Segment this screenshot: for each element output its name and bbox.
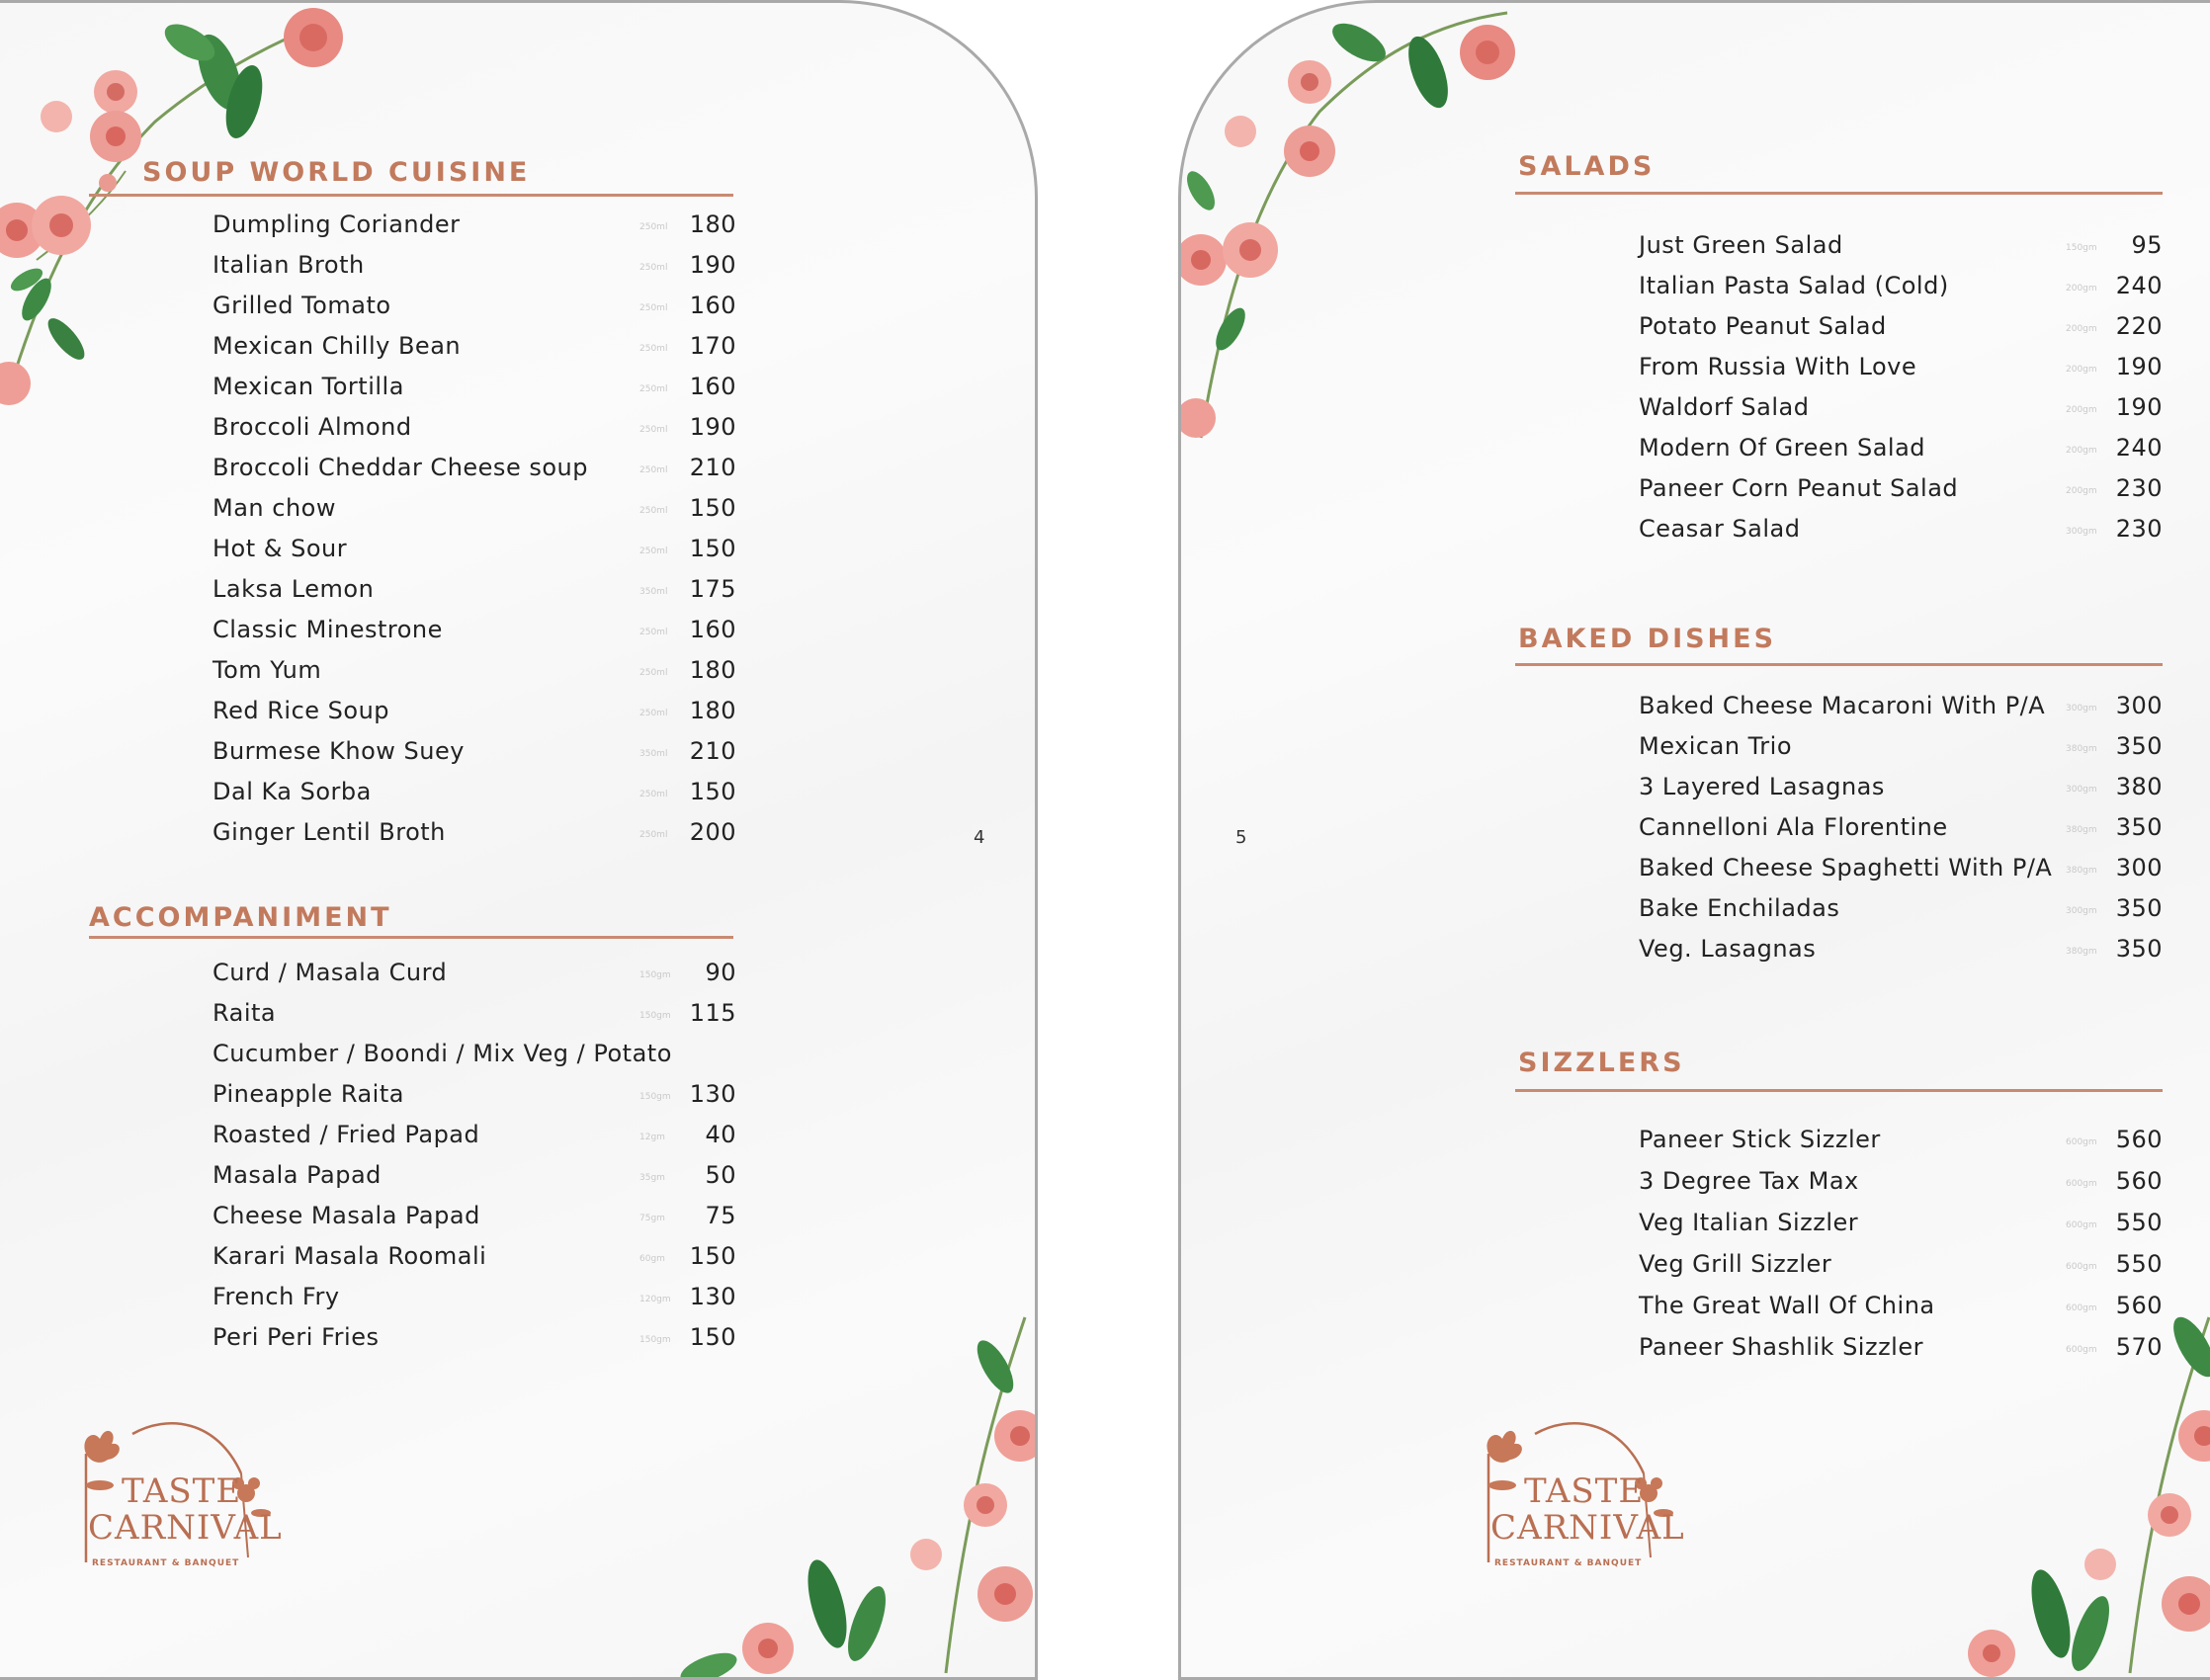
item-price: 350 xyxy=(2115,813,2163,841)
item-name: Baked Cheese Spaghetti With P/A xyxy=(1639,854,2053,882)
item-portion: 250ml xyxy=(639,830,668,840)
item-name: Waldorf Salad xyxy=(1639,393,1810,421)
item-portion: 350ml xyxy=(639,749,668,759)
brand-logo xyxy=(78,1414,283,1582)
item-price: 160 xyxy=(689,292,736,319)
item-name: French Fry xyxy=(212,1283,340,1310)
item-name: Baked Cheese Macaroni With P/A xyxy=(1639,692,2046,719)
item-portion: 250ml xyxy=(639,303,668,313)
menu-page-right xyxy=(1178,0,2210,1680)
item-name: Ceasar Salad xyxy=(1639,515,1801,543)
item-price: 190 xyxy=(2115,393,2163,421)
item-name: Hot & Sour xyxy=(212,535,348,562)
item-portion: 600gm xyxy=(2066,1262,2097,1272)
item-price: 95 xyxy=(2131,231,2163,259)
item-portion: 250ml xyxy=(639,709,668,718)
item-name: Cannelloni Ala Florentine xyxy=(1639,813,1948,841)
item-name: Cucumber / Boondi / Mix Veg / Potato xyxy=(212,1040,672,1067)
item-name: Burmese Khow Suey xyxy=(212,737,465,765)
item-name: Masala Papad xyxy=(212,1161,382,1189)
item-portion: 250ml xyxy=(639,668,668,678)
item-portion: 380gm xyxy=(2066,866,2097,876)
item-name: Mexican Chilly Bean xyxy=(212,332,462,360)
item-portion: 12gm xyxy=(639,1133,665,1142)
item-price: 560 xyxy=(2115,1167,2163,1195)
item-name: Broccoli Almond xyxy=(212,413,412,441)
logo-name-line1: TASTE xyxy=(122,1471,242,1511)
item-portion: 200gm xyxy=(2066,365,2097,375)
item-price: 50 xyxy=(705,1161,736,1189)
item-portion: 250ml xyxy=(639,465,668,475)
item-price: 220 xyxy=(2115,312,2163,340)
item-portion: 380gm xyxy=(2066,744,2097,754)
item-name: Veg Italian Sizzler xyxy=(1639,1209,1859,1236)
item-price: 560 xyxy=(2115,1126,2163,1153)
item-portion: 250ml xyxy=(639,344,668,354)
item-portion: 250ml xyxy=(639,506,668,516)
item-price: 40 xyxy=(705,1121,736,1148)
item-price: 115 xyxy=(689,999,736,1027)
item-portion: 250ml xyxy=(639,628,668,637)
item-portion: 35gm xyxy=(639,1173,665,1183)
item-portion: 250ml xyxy=(639,425,668,435)
item-name: 3 Layered Lasagnas xyxy=(1639,773,1885,800)
item-price: 150 xyxy=(689,778,736,805)
item-price: 240 xyxy=(2115,272,2163,299)
item-portion: 380gm xyxy=(2066,947,2097,957)
item-portion: 120gm xyxy=(639,1295,671,1304)
item-name: Dal Ka Sorba xyxy=(212,778,372,805)
floral-decoration-top-left-icon xyxy=(1181,3,1636,458)
item-price: 150 xyxy=(689,1242,736,1270)
item-name: Bake Enchiladas xyxy=(1639,894,1840,922)
item-price: 570 xyxy=(2115,1333,2163,1361)
item-name: Red Rice Soup xyxy=(212,697,390,724)
item-portion: 380gm xyxy=(2066,825,2097,835)
logo-tagline: RESTAURANT & BANQUET xyxy=(92,1558,240,1568)
menu-page-left xyxy=(0,0,1038,1680)
item-price: 240 xyxy=(2115,434,2163,462)
section-divider xyxy=(89,936,733,939)
item-portion: 600gm xyxy=(2066,1137,2097,1147)
item-name: Peri Peri Fries xyxy=(212,1323,380,1351)
item-name: Cheese Masala Papad xyxy=(212,1202,480,1229)
floral-decoration-bottom-right-icon xyxy=(1853,1307,2210,1680)
item-portion: 250ml xyxy=(639,790,668,799)
item-portion: 300gm xyxy=(2066,704,2097,714)
item-price: 75 xyxy=(705,1202,736,1229)
section-divider xyxy=(1515,663,2163,666)
item-name: Paneer Stick Sizzler xyxy=(1639,1126,1881,1153)
item-portion: 250ml xyxy=(639,222,668,232)
item-price: 170 xyxy=(689,332,736,360)
item-portion: 150gm xyxy=(639,970,671,980)
item-price: 130 xyxy=(689,1080,736,1108)
brand-logo xyxy=(1481,1414,1685,1582)
item-name: Curd / Masala Curd xyxy=(212,959,448,986)
item-portion: 150gm xyxy=(2066,243,2097,253)
item-price: 180 xyxy=(689,210,736,238)
logo-name-line2: CARNIVAL xyxy=(88,1508,283,1548)
item-price: 550 xyxy=(2115,1250,2163,1278)
page-number: 5 xyxy=(1235,827,1247,848)
logo-name-line2: CARNIVAL xyxy=(1490,1508,1685,1548)
item-price: 190 xyxy=(2115,353,2163,380)
item-portion: 200gm xyxy=(2066,284,2097,294)
item-name: Veg Grill Sizzler xyxy=(1639,1250,1832,1278)
item-price: 380 xyxy=(2115,773,2163,800)
item-price: 230 xyxy=(2115,474,2163,502)
item-portion: 200gm xyxy=(2066,446,2097,456)
item-portion: 150gm xyxy=(639,1011,671,1021)
item-portion: 150gm xyxy=(639,1092,671,1102)
item-price: 190 xyxy=(689,251,736,279)
item-name: 3 Degree Tax Max xyxy=(1639,1167,1859,1195)
item-name: Mexican Trio xyxy=(1639,732,1793,760)
item-price: 300 xyxy=(2115,854,2163,882)
item-portion: 300gm xyxy=(2066,527,2097,537)
item-portion: 300gm xyxy=(2066,785,2097,795)
item-price: 175 xyxy=(689,575,736,603)
item-price: 150 xyxy=(689,535,736,562)
item-portion: 600gm xyxy=(2066,1345,2097,1355)
item-name: Laksa Lemon xyxy=(212,575,375,603)
item-portion: 250ml xyxy=(639,263,668,273)
item-name: Pineapple Raita xyxy=(212,1080,404,1108)
item-portion: 350ml xyxy=(639,587,668,597)
item-name: Classic Minestrone xyxy=(212,616,443,643)
item-price: 300 xyxy=(2115,692,2163,719)
item-price: 230 xyxy=(2115,515,2163,543)
item-name: Modern Of Green Salad xyxy=(1639,434,1926,462)
section-divider xyxy=(1515,1089,2163,1092)
item-name: The Great Wall Of China xyxy=(1639,1292,1935,1319)
item-portion: 200gm xyxy=(2066,324,2097,334)
item-price: 150 xyxy=(689,494,736,522)
logo-tagline: RESTAURANT & BANQUET xyxy=(1494,1558,1643,1568)
item-name: Mexican Tortilla xyxy=(212,373,404,400)
item-portion: 200gm xyxy=(2066,486,2097,496)
item-portion: 250ml xyxy=(639,546,668,556)
item-price: 90 xyxy=(705,959,736,986)
item-name: Just Green Salad xyxy=(1639,231,1843,259)
item-name: Italian Pasta Salad (Cold) xyxy=(1639,272,1949,299)
section-divider xyxy=(89,194,733,197)
page-number: 4 xyxy=(974,827,985,848)
section-title-sizzlers: SIZZLERS xyxy=(1518,1048,1685,1078)
item-portion: 600gm xyxy=(2066,1220,2097,1230)
section-title-soup-world-cuisine: SOUP WORLD CUISINE xyxy=(142,157,531,188)
item-price: 560 xyxy=(2115,1292,2163,1319)
item-name: Potato Peanut Salad xyxy=(1639,312,1887,340)
item-portion: 300gm xyxy=(2066,906,2097,916)
item-price: 150 xyxy=(689,1323,736,1351)
item-price: 350 xyxy=(2115,894,2163,922)
item-price: 550 xyxy=(2115,1209,2163,1236)
item-portion: 250ml xyxy=(639,384,668,394)
section-title-salads: SALADS xyxy=(1518,151,1656,182)
item-price: 180 xyxy=(689,697,736,724)
item-name: Raita xyxy=(212,999,277,1027)
item-portion: 60gm xyxy=(639,1254,665,1264)
logo-name-line1: TASTE xyxy=(1524,1471,1645,1511)
item-name: Broccoli Cheddar Cheese soup xyxy=(212,454,588,481)
item-price: 350 xyxy=(2115,732,2163,760)
section-title-baked-dishes: BAKED DISHES xyxy=(1518,624,1777,654)
section-title-accompaniment: ACCOMPANIMENT xyxy=(89,902,392,933)
item-price: 180 xyxy=(689,656,736,684)
item-price: 210 xyxy=(689,737,736,765)
item-name: Ginger Lentil Broth xyxy=(212,818,446,846)
section-divider xyxy=(1515,192,2163,195)
item-name: Veg. Lasagnas xyxy=(1639,935,1817,963)
floral-decoration-bottom-right-icon xyxy=(669,1307,1038,1680)
item-name: Paneer Corn Peanut Salad xyxy=(1639,474,1959,502)
item-name: Roasted / Fried Papad xyxy=(212,1121,480,1148)
item-price: 130 xyxy=(689,1283,736,1310)
item-portion: 200gm xyxy=(2066,405,2097,415)
item-price: 200 xyxy=(689,818,736,846)
item-name: Man chow xyxy=(212,494,336,522)
item-name: Grilled Tomato xyxy=(212,292,391,319)
item-price: 160 xyxy=(689,373,736,400)
item-price: 210 xyxy=(689,454,736,481)
item-portion: 600gm xyxy=(2066,1179,2097,1189)
item-portion: 150gm xyxy=(639,1335,671,1345)
item-name: From Russia With Love xyxy=(1639,353,1917,380)
item-name: Karari Masala Roomali xyxy=(212,1242,487,1270)
item-price: 160 xyxy=(689,616,736,643)
item-price: 350 xyxy=(2115,935,2163,963)
item-name: Dumpling Coriander xyxy=(212,210,461,238)
item-portion: 600gm xyxy=(2066,1303,2097,1313)
item-portion: 75gm xyxy=(639,1214,665,1223)
item-price: 190 xyxy=(689,413,736,441)
item-name: Italian Broth xyxy=(212,251,365,279)
item-name: Paneer Shashlik Sizzler xyxy=(1639,1333,1923,1361)
item-name: Tom Yum xyxy=(212,656,322,684)
